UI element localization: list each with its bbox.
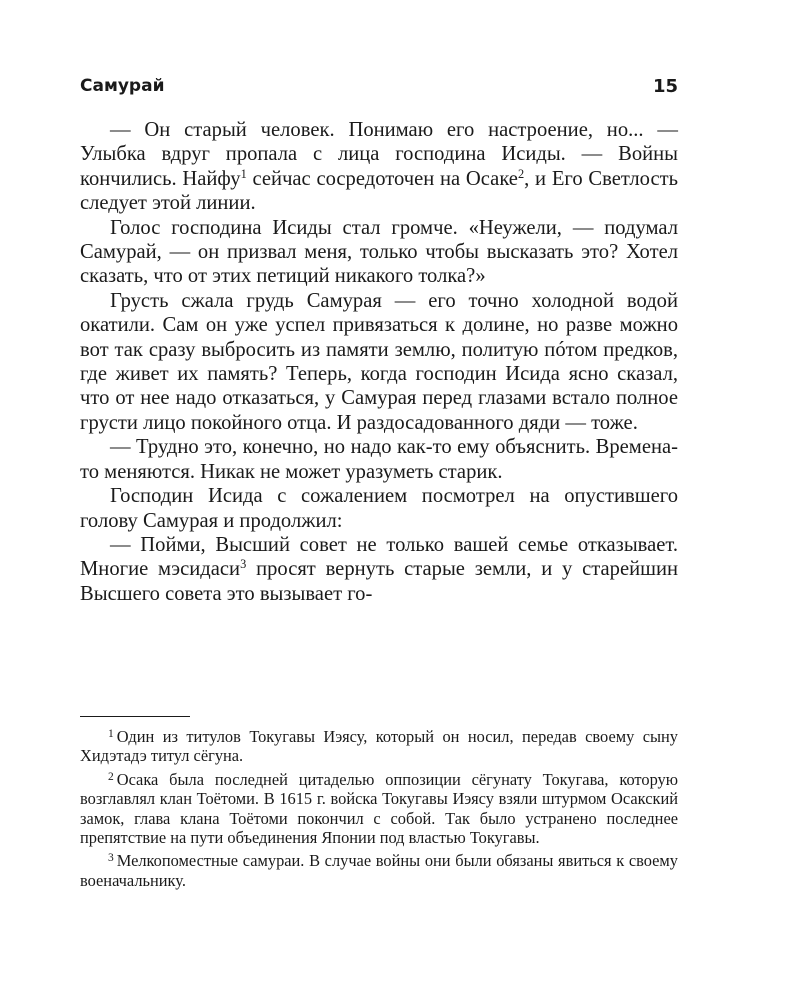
- footnote-divider: [80, 716, 190, 717]
- footnote-ref[interactable]: 3: [240, 557, 247, 572]
- paragraph: — Он старый человек. Понимаю его настроение, но... — Улыбка вдруг пропала с лица господина Исиды. — Войны кончились. Найфу$^1$ сейчас сосредоточен на Осаке$^2$, и Его Светлость следует этой линии.: [80, 119, 678, 215]
- footnote-mark: 1: [108, 727, 114, 740]
- body-text: [80, 118, 678, 606]
- paragraph: Грусть сжала грудь Самурая — его точно холодной водой окатили. Сам он уже успел привязаться к долине, но разве можно вот так сразу выбросить из памяти землю, политую пóтом предков, где живет их память? Теперь, когда господин Исида ясно сказал, что от нее надо отказаться, у Самурая перед глазами встало полное грусти лицо покойного отца. И раздосадованного дяди — тоже.: [80, 289, 678, 434]
- paragraph: Господин Исида с сожалением посмотрел на опустившего голову Самурая и продолжил:: [80, 485, 678, 532]
- paragraph: Голос господина Исиды стал громче. «Неужели, — подумал Самурай, — он призвал меня, только чтобы высказать это? Хотел сказать, что от этих петиций никакого толка?»: [80, 216, 678, 288]
- footnotes: [80, 727, 678, 894]
- paragraph: — Пойми, Высший совет не только вашей семье отказывает. Многие мэсидаси$^3$ просят вернуть старые земли, и у старейшин Высшего совета это вызывает го-: [80, 533, 679, 605]
- footnote-mark: 3: [108, 852, 114, 865]
- footnote: $^1$ Один из титулов Токугавы Иэясу, который он носил, передав своему сыну Хидэтадэ титул сёгуна.: [80, 727, 678, 766]
- paragraph: — Трудно это, конечно, но надо как-то ему объяснить. Времена-то меняются. Никак не может уразуметь старик.: [80, 436, 678, 483]
- page-number: 15: [652, 76, 678, 97]
- chapter-title: Самурай: [80, 76, 165, 96]
- footnote-mark: 2: [108, 770, 114, 783]
- footnote: $^3$ Мелкопоместные самураи. В случае войны они были обязаны явиться к своему военачальнику.: [80, 851, 678, 890]
- running-header: [80, 76, 678, 100]
- footnote-ref[interactable]: 2: [517, 167, 525, 182]
- footnote: $^2$ Осака была последней цитаделью оппозиции сёгунату Токугава, которую возглавлял клан Тоётоми. В 1615 г. войска Токугавы Иэясу взяли штурмом Осакский замок, глава клана Тоётоми покончил с собой. Так было устранено последнее препятствие на пути объединения Японии под властью Токугавы.: [80, 769, 678, 848]
- footnote-ref[interactable]: 1: [240, 167, 247, 182]
